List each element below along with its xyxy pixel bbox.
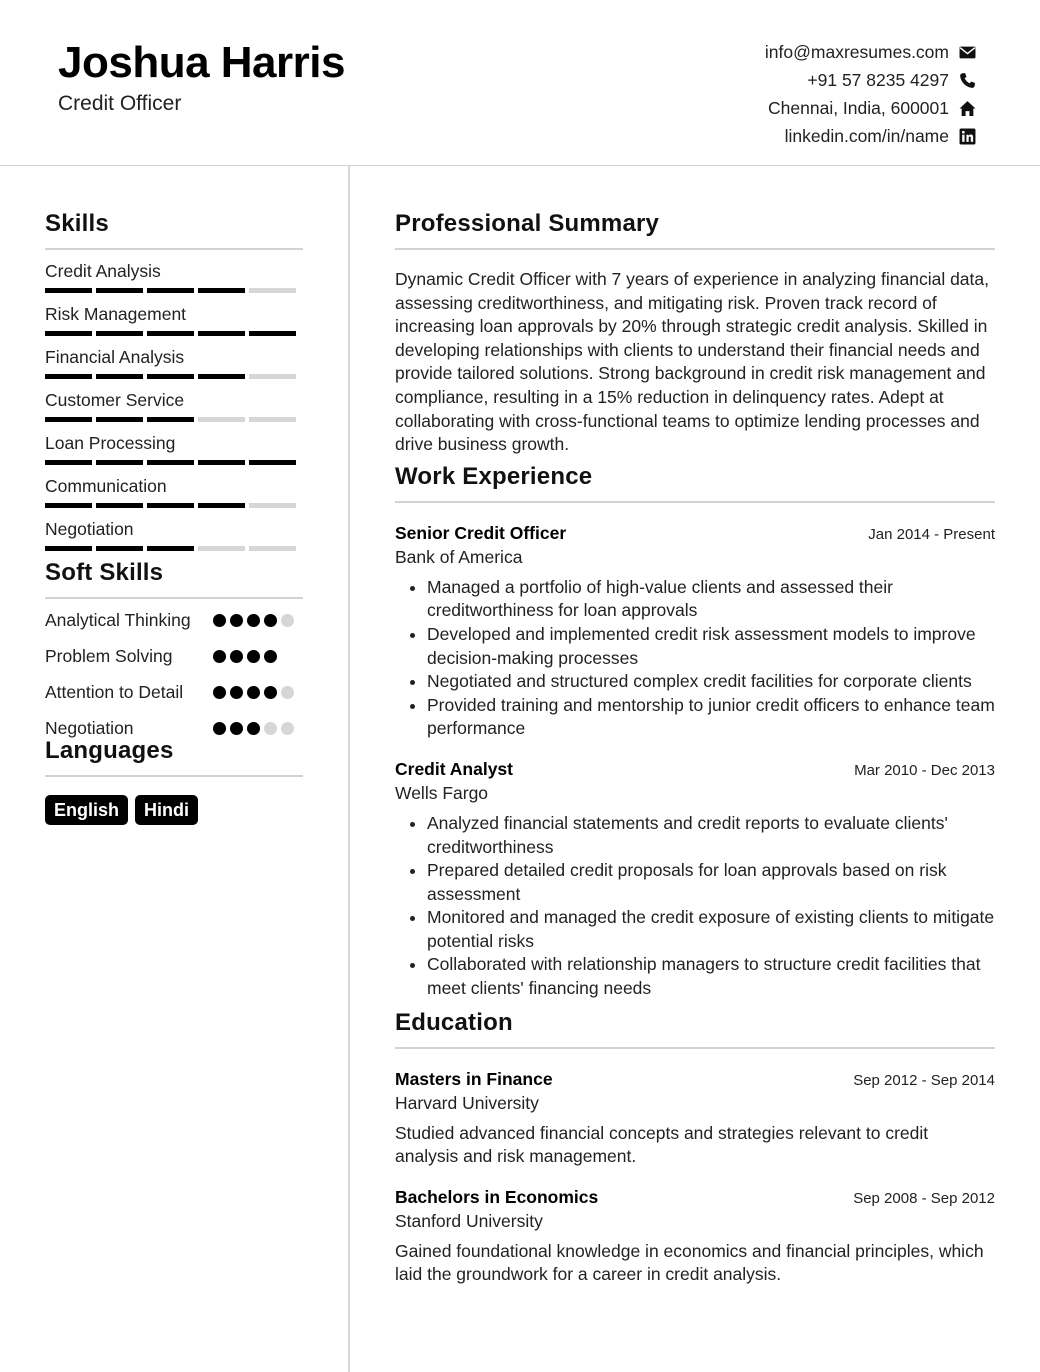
skill-name: Communication xyxy=(45,476,167,496)
skill-level-segment xyxy=(45,331,92,336)
skill-name: Customer Service xyxy=(45,390,185,410)
language-badge: Hindi xyxy=(135,795,198,825)
skill-item xyxy=(45,518,303,551)
skill-name: Financial Analysis xyxy=(45,347,185,367)
education-description: Studied advanced financial concepts and strategies relevant to credit analysis and risk management. xyxy=(395,1122,929,1167)
responsibility-item: • Developed and implemented credit risk assessment models to improve decision-making processes xyxy=(427,623,995,670)
soft-skill-name: Attention to Detail xyxy=(45,682,184,702)
skill-item xyxy=(45,475,303,508)
education-header xyxy=(395,1069,995,1090)
soft-skill-item xyxy=(45,609,303,637)
summary-heading: Professional Summary xyxy=(395,210,995,250)
language-badge: English xyxy=(45,795,128,825)
skill-level-segment xyxy=(198,503,245,508)
skill-level-segment xyxy=(45,546,92,551)
summary-text: Dynamic Credit Officer with 7 years of experience in analyzing financial data, assessing creditworthiness, and mitigating risk. Proven track record of increasing loan approvals by 20% through strategic credit analysis. Skilled in developing relationships with clients to understand their financial needs and provide tailored solutions. Strong background in credit risk management and compliance, resulting in a 15% reduction in delinquency rates. Adept at collaborating with cross-functional teams to optimize lending processes and drive business growth. xyxy=(395,269,989,455)
skill-level-segment xyxy=(198,288,245,293)
degree-title: Masters in Finance xyxy=(395,1068,553,1089)
skill-level-bar xyxy=(45,331,303,336)
soft-skill-name: Analytical Thinking xyxy=(45,610,191,630)
skill-level-segment xyxy=(45,460,92,465)
skill-level-segment xyxy=(147,417,194,422)
contact-email-text: info@maxresumes.com xyxy=(764,41,949,62)
rating-dot xyxy=(213,650,226,663)
skill-name: Negotiation xyxy=(45,519,134,539)
rating-dot xyxy=(247,686,260,699)
languages-heading: Languages xyxy=(45,737,303,777)
rating-dot xyxy=(247,722,260,735)
rating-dot xyxy=(247,614,260,627)
skills-list xyxy=(45,260,303,551)
skill-level-bar xyxy=(45,503,303,508)
skill-item xyxy=(45,346,303,379)
skill-level-segment xyxy=(96,417,143,422)
contact-phone-text: +91 57 8235 4297 xyxy=(807,69,949,90)
rating-dot xyxy=(247,650,260,663)
envelope-icon xyxy=(958,43,976,61)
soft-skill-name: Negotiation xyxy=(45,718,134,738)
skill-level-bar xyxy=(45,288,303,293)
skill-level-bar xyxy=(45,417,303,422)
skill-level-segment xyxy=(198,460,245,465)
responsibility-item: • Provided training and mentorship to junior credit officers to enhance team performance xyxy=(427,694,995,741)
skill-level-segment xyxy=(96,460,143,465)
rating-dot xyxy=(281,722,294,735)
rating-dot xyxy=(264,722,277,735)
soft-skill-rating xyxy=(213,645,303,673)
rating-dot xyxy=(230,650,243,663)
skill-level-segment xyxy=(249,331,296,336)
contact-linkedin-text: linkedin.com/in/name xyxy=(784,125,949,146)
education-list xyxy=(395,1069,995,1287)
job-dates: Mar 2010 - Dec 2013 xyxy=(854,761,995,779)
responsibility-item: • Negotiated and structured complex credit facilities for corporate clients xyxy=(427,670,995,694)
education-entry xyxy=(395,1069,995,1169)
soft-skill-rating xyxy=(213,717,303,745)
candidate-role: Credit Officer xyxy=(58,92,182,115)
skill-level-bar xyxy=(45,374,303,379)
skill-level-segment xyxy=(45,288,92,293)
rating-dot xyxy=(213,722,226,735)
degree-title: Bachelors in Economics xyxy=(395,1186,599,1207)
skill-level-segment xyxy=(198,374,245,379)
skill-level-segment xyxy=(249,288,296,293)
column-divider xyxy=(348,166,350,1372)
education-entry xyxy=(395,1187,995,1287)
soft-skill-name: Problem Solving xyxy=(45,646,173,666)
rating-dot xyxy=(281,614,294,627)
skill-level-segment xyxy=(198,546,245,551)
contact-email[interactable] xyxy=(765,38,976,66)
responsibility-item: • Monitored and managed the credit exposure of existing clients to mitigate potential risks xyxy=(427,906,995,953)
skill-level-segment xyxy=(147,331,194,336)
rating-dot xyxy=(213,686,226,699)
skill-level-segment xyxy=(198,417,245,422)
soft-skill-item xyxy=(45,645,303,673)
skill-level-segment xyxy=(147,503,194,508)
job-dates: Jan 2014 - Present xyxy=(868,525,995,543)
school-name: Stanford University xyxy=(395,1210,543,1231)
contact-linkedin[interactable] xyxy=(765,122,976,150)
skill-level-segment xyxy=(45,417,92,422)
job-company: Bank of America xyxy=(395,546,523,567)
rating-dot xyxy=(264,614,277,627)
job-title: Senior Credit Officer xyxy=(395,522,567,543)
experience-heading: Work Experience xyxy=(395,463,995,503)
responsibility-item: • Prepared detailed credit proposals for loan approvals based on risk assessment xyxy=(427,859,995,906)
job-responsibilities xyxy=(395,576,995,741)
soft-skill-rating xyxy=(213,609,303,637)
skills-heading: Skills xyxy=(45,210,303,250)
education-description: Gained foundational knowledge in economics and financial principles, which laid the groundwork for a career in credit analysis. xyxy=(395,1240,984,1285)
contact-address xyxy=(765,94,976,122)
skill-level-segment xyxy=(249,503,296,508)
rating-dot xyxy=(213,614,226,627)
phone-icon xyxy=(958,71,976,89)
skill-level-segment xyxy=(96,546,143,551)
rating-dot xyxy=(264,686,277,699)
skill-level-bar xyxy=(45,546,303,551)
skill-item xyxy=(45,389,303,422)
education-dates: Sep 2008 - Sep 2012 xyxy=(853,1189,995,1207)
skill-level-segment xyxy=(249,546,296,551)
responsibility-item: • Collaborated with relationship managers to structure credit facilities that meet clients' financing needs xyxy=(427,953,995,1000)
skill-level-segment xyxy=(96,288,143,293)
rating-dot xyxy=(264,650,277,663)
skill-level-segment xyxy=(96,331,143,336)
main-content xyxy=(395,210,995,1287)
rating-dot xyxy=(230,686,243,699)
skill-level-segment xyxy=(96,374,143,379)
soft-skills-heading: Soft Skills xyxy=(45,559,303,599)
rating-dot xyxy=(230,722,243,735)
job-entry xyxy=(395,523,995,741)
skill-item xyxy=(45,432,303,465)
job-entry xyxy=(395,759,995,1001)
sidebar xyxy=(45,210,303,825)
contact-list xyxy=(765,38,976,150)
skill-level-bar xyxy=(45,460,303,465)
contact-phone[interactable] xyxy=(765,66,976,94)
languages-list xyxy=(45,795,303,825)
job-company: Wells Fargo xyxy=(395,782,489,803)
skill-level-segment xyxy=(249,460,296,465)
responsibility-item: • Analyzed financial statements and credit reports to evaluate clients' creditworthiness xyxy=(427,812,995,859)
responsibility-item: • Managed a portfolio of high-value clients and assessed their creditworthiness for loan approvals xyxy=(427,576,995,623)
skill-level-segment xyxy=(198,331,245,336)
experience-list xyxy=(395,523,995,1001)
skill-level-segment xyxy=(45,503,92,508)
skill-level-segment xyxy=(249,374,296,379)
soft-skill-rating xyxy=(213,681,303,709)
skill-level-segment xyxy=(249,417,296,422)
skill-level-segment xyxy=(96,503,143,508)
job-header xyxy=(395,759,995,780)
skill-item xyxy=(45,260,303,293)
skill-level-segment xyxy=(147,546,194,551)
skill-name: Credit Analysis xyxy=(45,261,161,281)
rating-dot xyxy=(281,686,294,699)
school-name: Harvard University xyxy=(395,1092,539,1113)
soft-skill-item xyxy=(45,681,303,709)
skill-level-segment xyxy=(45,374,92,379)
skill-level-segment xyxy=(147,374,194,379)
education-dates: Sep 2012 - Sep 2014 xyxy=(853,1071,995,1089)
skill-level-segment xyxy=(147,288,194,293)
skill-item xyxy=(45,303,303,336)
soft-skills-list xyxy=(45,609,303,745)
home-icon xyxy=(958,99,976,117)
job-responsibilities xyxy=(395,812,995,1001)
education-header xyxy=(395,1187,995,1208)
skill-name: Risk Management xyxy=(45,304,187,324)
job-title: Credit Analyst xyxy=(395,758,513,779)
candidate-name: Joshua Harris xyxy=(58,38,345,87)
linkedin-icon xyxy=(958,127,976,145)
skill-name: Loan Processing xyxy=(45,433,176,453)
skill-level-segment xyxy=(147,460,194,465)
contact-address-text: Chennai, India, 600001 xyxy=(768,97,949,118)
education-heading: Education xyxy=(395,1009,995,1049)
resume-header xyxy=(0,0,1040,166)
rating-dot xyxy=(230,614,243,627)
job-header xyxy=(395,523,995,544)
